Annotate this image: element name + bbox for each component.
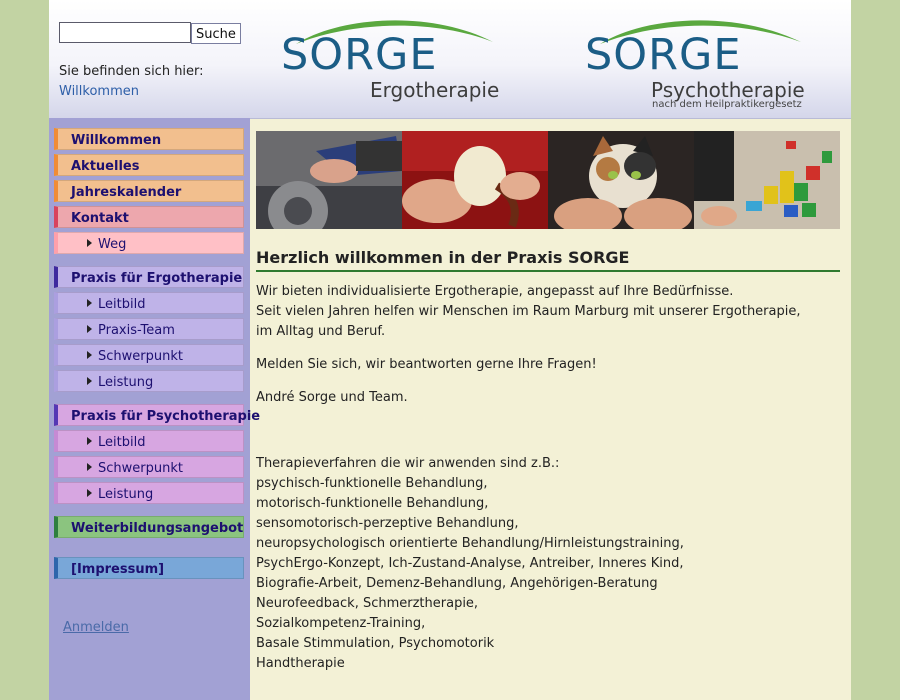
text-line: im Alltag und Beruf. (256, 324, 386, 339)
logo-psychotherapie[interactable] (585, 10, 805, 114)
nav-psycho-leistung[interactable] (54, 482, 244, 504)
nav-label: Leistung (98, 487, 154, 502)
nav-label: Weiterbildungsangebot (71, 521, 244, 536)
nav-label: Leitbild (98, 297, 146, 312)
nav-weg[interactable] (54, 232, 244, 254)
nav-weiterbildungsangebot[interactable] (54, 516, 244, 538)
nav-label: Willkommen (71, 133, 162, 148)
main-content (250, 118, 851, 700)
logo-psycho-note: nach dem Heilpraktikergesetz (652, 99, 802, 110)
arrow-right-icon (87, 377, 92, 385)
signature-text: André Sorge und Team. (256, 390, 408, 405)
location-label: Sie befinden sich hier: (59, 64, 204, 79)
arrow-right-icon (87, 437, 92, 445)
text-line: sensomotorisch-perzeptive Behandlung, (256, 516, 519, 531)
nav-ergo-praxis-team[interactable] (54, 318, 244, 340)
nav-ergo-leitbild[interactable] (54, 292, 244, 314)
nav-label: Praxis für Psychotherapie (71, 409, 261, 424)
text-line: Therapieverfahren die wir anwenden sind z.B.: (256, 456, 560, 471)
arrow-right-icon (87, 299, 92, 307)
nav-jahreskalender[interactable] (54, 180, 244, 202)
sidebar (49, 118, 261, 700)
contact-text: Melden Sie sich, wir beantworten gerne Ihre Fragen! (256, 357, 597, 372)
nav-label: Praxis für Ergotherapie (71, 271, 243, 286)
nav-label: Praxis-Team (98, 323, 175, 338)
nav-ergo-schwerpunkt[interactable] (54, 344, 244, 366)
search-button[interactable]: Suche (191, 23, 241, 44)
text-line: Seit vielen Jahren helfen wir Menschen im Raum Marburg mit unserer Ergotherapie, (256, 304, 801, 319)
photo-brake-repair (256, 131, 402, 229)
logo-psycho-word: SORGE (585, 30, 742, 80)
page (49, 0, 851, 700)
nav-label: Weg (98, 237, 127, 252)
text-line: Biografie-Arbeit, Demenz-Behandlung, Angehörigen-Beratung (256, 576, 658, 591)
logo-ergo-sub: Ergotherapie (370, 78, 500, 102)
logo-ergotherapie[interactable] (281, 10, 500, 110)
photo-banner (256, 131, 840, 229)
text-line: Basale Stimmulation, Psychomotorik (256, 636, 495, 651)
nav-label: [Impressum] (71, 562, 165, 577)
methods-list (256, 454, 684, 674)
arrow-right-icon (87, 325, 92, 333)
text-line: Wir bieten individualisierte Ergotherapie, angepasst auf Ihre Bedürfnisse. (256, 284, 734, 299)
nav-psycho-schwerpunkt[interactable] (54, 456, 244, 478)
nav-praxis-psychotherapie[interactable] (54, 404, 261, 426)
nav-ergo-leistung[interactable] (54, 370, 244, 392)
nav-psycho-leitbild[interactable] (54, 430, 244, 452)
page-heading: Herzlich willkommen in der Praxis SORGE (256, 248, 840, 272)
arrow-right-icon (87, 239, 92, 247)
text-line: neuropsychologisch orientierte Behandlung/Hirnleistungstraining, (256, 536, 684, 551)
breadcrumb-willkommen[interactable]: Willkommen (59, 84, 139, 99)
arrow-right-icon (87, 351, 92, 359)
nav-label: Kontakt (71, 211, 129, 226)
header (49, 0, 851, 119)
logo-psycho-sub: Psychotherapie (651, 78, 805, 102)
nav-label: Leistung (98, 375, 154, 390)
nav-aktuelles[interactable] (54, 154, 244, 176)
nav-label: Aktuelles (71, 159, 140, 174)
text-line: Neurofeedback, Schmerztherapie, (256, 596, 479, 611)
nav-label: Leitbild (98, 435, 146, 450)
intro-text (256, 282, 800, 342)
nav-label: Schwerpunkt (98, 349, 183, 364)
photo-peeling-apple (402, 131, 548, 229)
text-line: Sozialkompetenz-Training, (256, 616, 426, 631)
text-line: motorisch-funktionelle Behandlung, (256, 496, 489, 511)
logo-ergo-word: SORGE (281, 30, 438, 80)
photo-cat-hands (548, 131, 694, 229)
nav-praxis-ergotherapie[interactable] (54, 266, 244, 288)
text-line: Handtherapie (256, 656, 345, 671)
nav-willkommen[interactable] (54, 128, 244, 150)
text-line: psychisch-funktionelle Behandlung, (256, 476, 488, 491)
nav-label: Jahreskalender (71, 185, 182, 200)
login-link[interactable]: Anmelden (63, 620, 129, 635)
photo-building-blocks (694, 131, 840, 229)
arrow-right-icon (87, 489, 92, 497)
nav-label: Schwerpunkt (98, 461, 183, 476)
arrow-right-icon (87, 463, 92, 471)
text-line: PsychErgo-Konzept, Ich-Zustand-Analyse, Antreiber, Inneres Kind, (256, 556, 684, 571)
search-input[interactable] (59, 22, 191, 43)
nav-impressum[interactable] (54, 557, 244, 579)
nav-kontakt[interactable] (54, 206, 244, 228)
